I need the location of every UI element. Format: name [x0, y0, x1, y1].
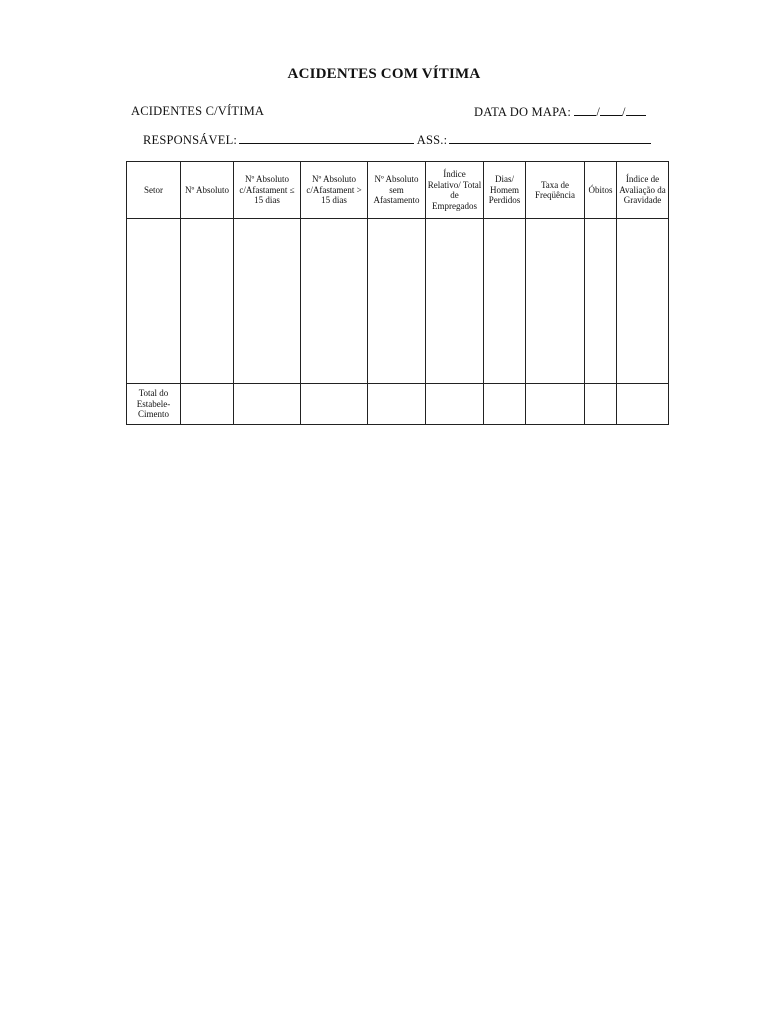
date-year-blank[interactable] — [626, 104, 646, 116]
table-cell[interactable] — [585, 384, 617, 425]
table-cell[interactable] — [617, 219, 669, 384]
column-header-afastamento-maior-15: Nº Absoluto c/Afastament > 15 dias — [301, 162, 368, 219]
responsavel-blank[interactable] — [239, 132, 414, 144]
table-cell[interactable] — [426, 384, 484, 425]
table-total-row — [127, 384, 669, 425]
date-month-blank[interactable] — [600, 104, 622, 116]
form-subtitle: ACIDENTES C/VÍTIMA — [131, 104, 265, 118]
column-header-indice-relativo: Índice Relativo/ Total de Empregados — [426, 162, 484, 219]
table-cell[interactable] — [526, 219, 585, 384]
table-cell[interactable] — [526, 384, 585, 425]
column-header-dias-perdidos: Dias/ Homem Perdidos — [484, 162, 526, 219]
column-header-absoluto: Nº Absoluto — [181, 162, 234, 219]
table-row — [127, 219, 669, 384]
table-cell[interactable] — [181, 219, 234, 384]
date-label: DATA DO MAPA: — [474, 105, 571, 119]
date-day-blank[interactable] — [574, 104, 596, 116]
table-cell[interactable] — [181, 384, 234, 425]
table-cell[interactable] — [301, 384, 368, 425]
page-title: ACIDENTES COM VÍTIMA — [287, 66, 481, 82]
column-header-afastamento-menor-15: Nº Absoluto c/Afastament ≤ 15 dias — [234, 162, 301, 219]
table-cell[interactable] — [484, 219, 526, 384]
date-separator: / — [596, 105, 601, 119]
column-header-sem-afastamento: Nº Absoluto sem Afastamento — [368, 162, 426, 219]
table-cell[interactable] — [426, 219, 484, 384]
column-header-taxa-frequencia: Taxa de Freqüência — [526, 162, 585, 219]
total-row-label: Total do Estabele-Cimento — [127, 384, 181, 425]
table-cell[interactable] — [234, 384, 301, 425]
ass-label: ASS.: — [416, 133, 448, 147]
column-header-setor: Setor — [127, 162, 181, 219]
date-field — [474, 104, 646, 120]
table-cell[interactable] — [368, 384, 426, 425]
table-cell[interactable] — [484, 384, 526, 425]
table-cell[interactable] — [301, 219, 368, 384]
table-header-row — [127, 162, 669, 219]
ass-blank[interactable] — [449, 132, 651, 144]
table-cell[interactable] — [585, 219, 617, 384]
table-cell[interactable] — [368, 219, 426, 384]
column-header-indice-gravidade: Índice de Avaliação da Gravidade — [617, 162, 669, 219]
signature-line — [143, 132, 651, 148]
column-header-obitos: Óbitos — [585, 162, 617, 219]
table-cell[interactable] — [234, 219, 301, 384]
accident-table — [126, 161, 669, 425]
date-separator: / — [622, 105, 626, 119]
responsavel-label: RESPONSÁVEL: — [143, 133, 238, 147]
table-cell[interactable] — [617, 384, 669, 425]
table-cell[interactable] — [127, 219, 181, 384]
